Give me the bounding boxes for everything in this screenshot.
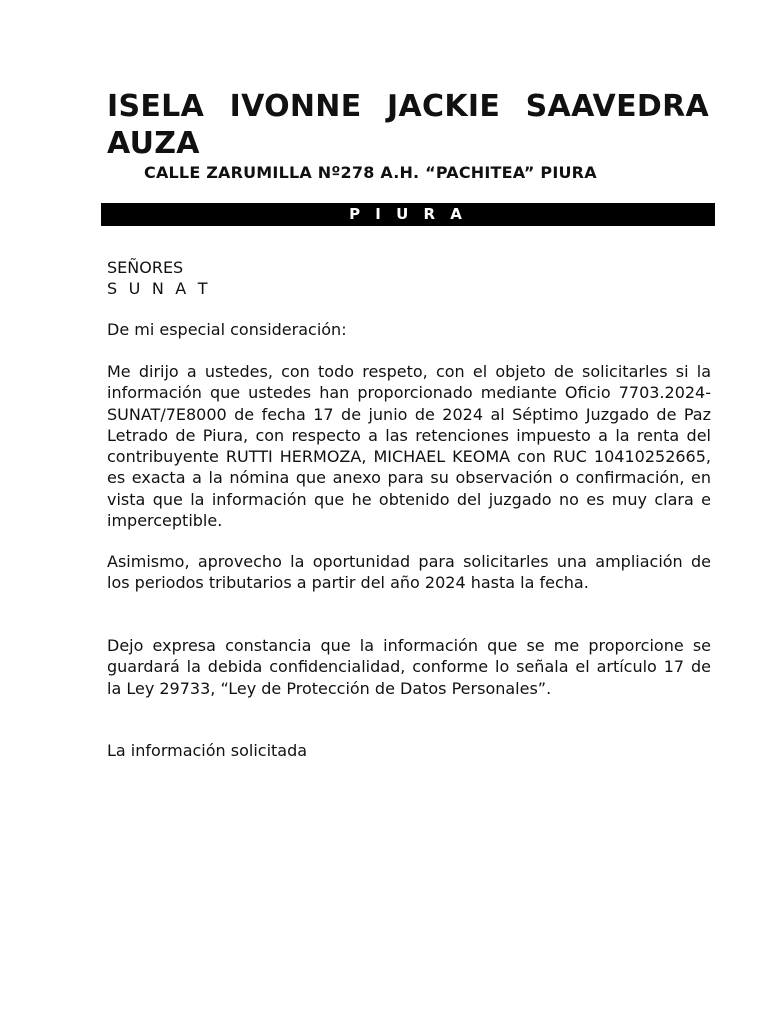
- sender-name: ISELA IVONNE JACKIE SAAVEDRA AUZA: [107, 89, 709, 161]
- sender-address: CALLE ZARUMILLA Nº278 A.H. “PACHITEA” PIURA: [144, 163, 597, 182]
- recipient-entity: S U N A T: [107, 279, 211, 299]
- salutation: De mi especial consideración:: [107, 320, 347, 339]
- closing-line: La información solicitada: [107, 741, 308, 760]
- recipient-block: [107, 257, 711, 300]
- body-paragraph-1: Me dirijo a ustedes, con todo respeto, con el objeto de solicitarles si la información que ustedes han proporcionado mediante Oficio 7703.2024-SUNAT/7E8000 de fecha 17 de junio de 2024 al Séptimo Juzgado de Paz Letrado de Piura, con respecto a las retenciones impuesto a la renta del contribuyente RUTTI HERMOZA, MICHAEL KEOMA con RUC 10410252665, es exacta a la nómina que anexo para su observación o confirmación, en vista que la información que he obtenido del juzgado no es muy clara e imperceptible.: [107, 362, 711, 531]
- city-bar: P I U R A: [101, 203, 715, 226]
- body-paragraph-3: Dejo expresa constancia que la información que se me proporcione se guardará la debida confidencialidad, conforme lo señala el artículo 17 de la Ley 29733, “Ley de Protección de Datos Personales”.: [107, 636, 711, 698]
- recipient-title: SEÑORES: [107, 258, 184, 277]
- body-paragraph-2: Asimismo, aprovecho la oportunidad para solicitarles una ampliación de los periodos tributarios a partir del año 2024 hasta la fecha.: [107, 552, 711, 593]
